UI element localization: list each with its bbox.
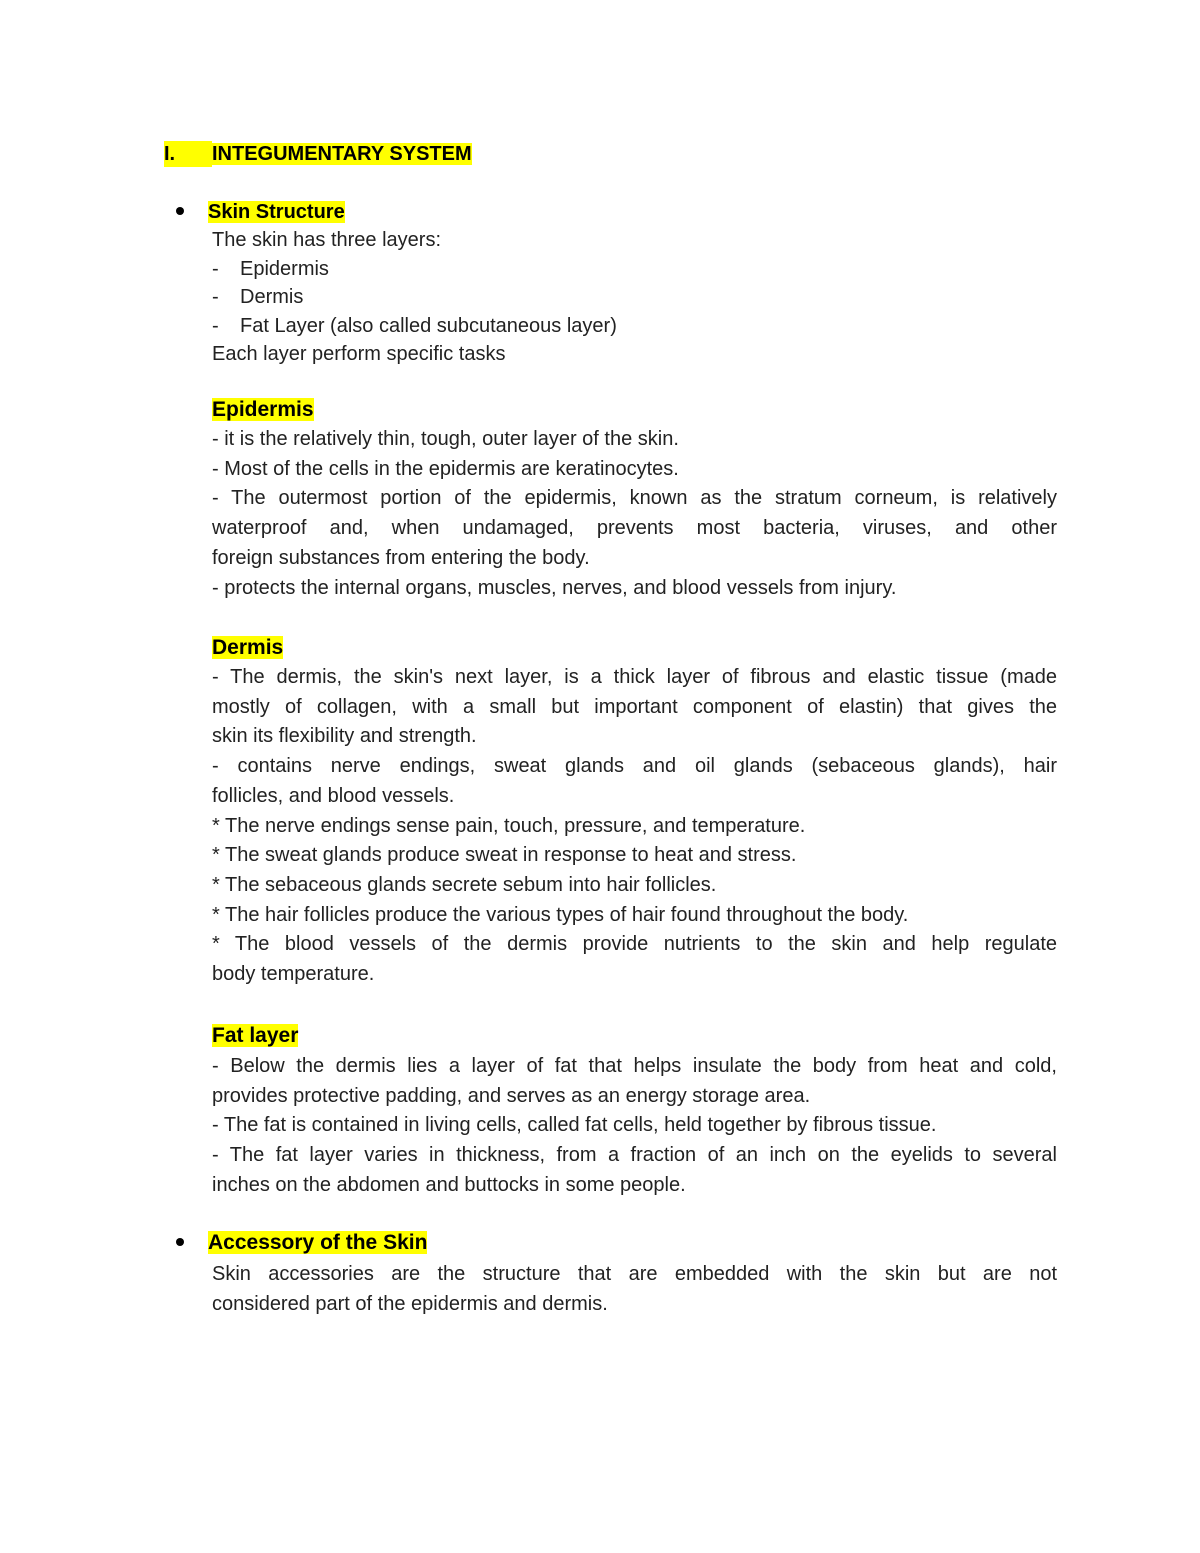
skin-structure-outro: Each layer perform specific tasks (212, 343, 506, 365)
section-title (164, 141, 472, 167)
layer-item: - Fat Layer (also called subcutaneous layer) (212, 314, 617, 337)
skin-structure-intro: The skin has three layers: (212, 229, 441, 251)
epidermis-line: - protects the internal organs, muscles, nerves, and blood vessels from injury. (212, 576, 897, 599)
bullet-icon (176, 1238, 184, 1246)
dermis-body (212, 663, 1057, 990)
layer-item: - Dermis (212, 286, 304, 308)
fat-layer-line: provides protective padding, and serves as an energy storage area. (212, 1084, 811, 1107)
accessory-line: considered part of the epidermis and dermis. (212, 1292, 608, 1315)
epidermis-line: - The outermost portion of the epidermis, known as the stratum corneum, is relatively (212, 487, 1057, 510)
skin-structure-heading: Skin Structure (208, 201, 345, 223)
dermis-line: - contains nerve endings, sweat glands and oil glands (sebaceous glands), hair (212, 755, 1057, 778)
dermis-heading: Dermis (212, 636, 284, 659)
section-number: I. (164, 141, 212, 167)
accessory-body (212, 1260, 1057, 1319)
dermis-line: * The hair follicles produce the various types of hair found throughout the body. (212, 903, 909, 926)
dermis-line: - The dermis, the skin's next layer, is a thick layer of fibrous and elastic tissue (made (212, 666, 1057, 688)
epidermis-line: - Most of the cells in the epidermis are keratinocytes. (212, 457, 679, 480)
fat-layer-line: - The fat layer varies in thickness, from a fraction of an inch on the eyelids to several (212, 1144, 1057, 1167)
dermis-line: follicles, and blood vessels. (212, 784, 455, 807)
section-title-text: INTEGUMENTARY SYSTEM (212, 143, 472, 165)
dermis-line: mostly of collagen, with a small but important component of elastin) that gives the (212, 695, 1057, 718)
epidermis-line: foreign substances from entering the body. (212, 546, 590, 569)
bullet-skin-structure (176, 199, 345, 225)
epidermis-line: - it is the relatively thin, tough, outer layer of the skin. (212, 428, 679, 450)
fat-layer-line: - The fat is contained in living cells, called fat cells, held together by fibrous tissue. (212, 1114, 937, 1137)
bullet-icon (176, 207, 184, 215)
fat-layer-body (212, 1052, 1057, 1201)
dermis-line: * The nerve endings sense pain, touch, pressure, and temperature. (212, 814, 806, 837)
fat-layer-line: inches on the abdomen and buttocks in some people. (212, 1173, 686, 1196)
fat-layer-line: - Below the dermis lies a layer of fat that helps insulate the body from heat and cold, (212, 1055, 1057, 1077)
dermis-line: * The sweat glands produce sweat in response to heat and stress. (212, 844, 797, 867)
bullet-accessory (176, 1230, 427, 1256)
fat-layer-heading: Fat layer (212, 1024, 299, 1047)
epidermis-body (212, 425, 1057, 603)
skin-structure-body (212, 226, 1057, 369)
epidermis-heading: Epidermis (212, 398, 314, 421)
dermis-line: * The sebaceous glands secrete sebum into hair follicles. (212, 873, 717, 896)
dermis-line: body temperature. (212, 963, 375, 986)
layer-item: - Epidermis (212, 257, 329, 280)
accessory-line: Skin accessories are the structure that are embedded with the skin but are not (212, 1263, 1057, 1285)
accessory-heading: Accessory of the Skin (208, 1231, 428, 1254)
dermis-line: * The blood vessels of the dermis provide nutrients to the skin and help regulate (212, 933, 1057, 956)
epidermis-line: waterproof and, when undamaged, prevents most bacteria, viruses, and other (212, 517, 1057, 540)
dermis-line: skin its flexibility and strength. (212, 725, 477, 748)
